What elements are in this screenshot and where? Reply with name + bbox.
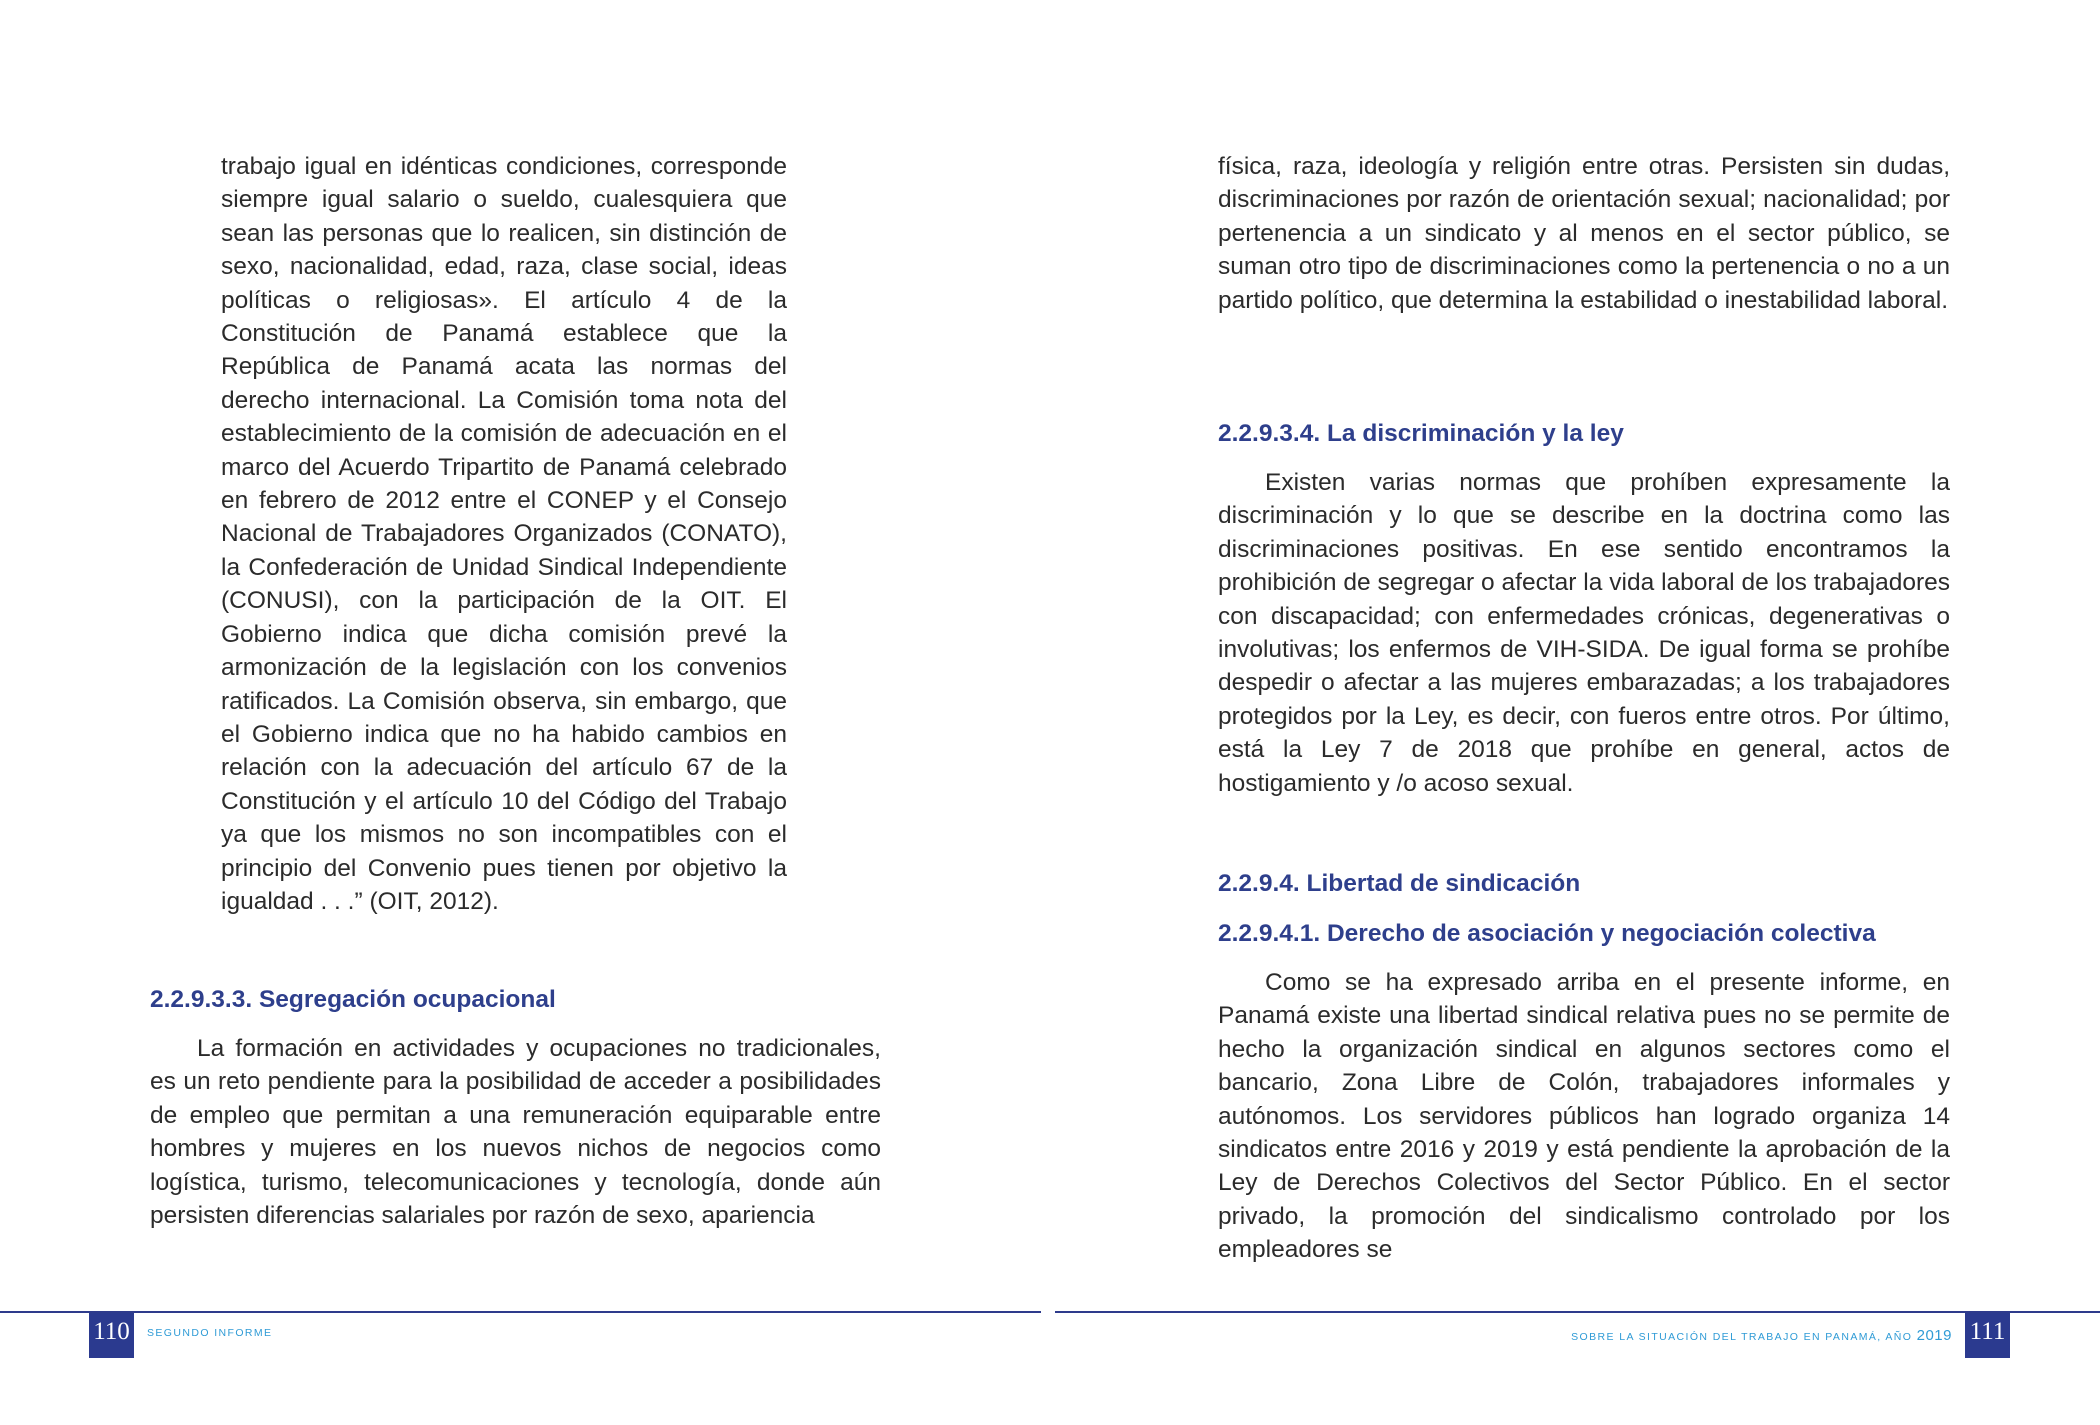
section-heading-derecho: 2.2.9.4.1. Derecho de asociación y negociación colectiva <box>1218 920 1876 947</box>
left-page <box>0 0 1045 1425</box>
section-heading-segregacion: 2.2.9.3.3. Segregación ocupacional <box>150 986 556 1013</box>
derecho-paragraph: Como se ha expresado arriba en el presente informe, en Panamá existe una libertad sindical relativa pues no se permite de hecho la organización sindical en algunos sectores como el bancario, Zona Libre de Colón, trabajadores informales y autónomos. Los servidores públicos han logrado organiza 14 sindicatos entre 2016 y 2019 y está pendiente la aprobación de la Ley de Derechos Colectivos del Sector Público. En el sector privado, la promoción del sindicalismo controlado por los empleadores se <box>1218 969 1950 1264</box>
footer-rule-left <box>0 1311 1041 1313</box>
continuation-paragraph: física, raza, ideología y religión entre otras. Persisten sin dudas, discriminaciones por razón de orientación sexual; nacionalidad; por pertenencia a un sindicato y al menos en el sector público, se suman otro tipo de discriminaciones como la pertenencia o no a un partido político, que determina la estabilidad o inestabilidad laboral. <box>1218 153 1950 314</box>
segregacion-paragraph: La formación en actividades y ocupaciones no tradicionales, es un reto pendiente para la posibilidad de acceder a posibilidades de empleo que permitan a una remuneración equiparable entre hombres y mujeres en los nuevos nichos de negocios como logística, turismo, telecomunicaciones y tecnología, donde aún persisten diferencias salariales por razón de sexo, apariencia <box>150 1035 881 1230</box>
running-title-text: SOBRE LA SITUACIÓN DEL TRABAJO EN PANAMÁ, AÑO <box>1571 1331 1913 1343</box>
footer-rule-right <box>1055 1311 2100 1313</box>
running-title-left: SEGUNDO INFORME <box>147 1327 273 1339</box>
section-heading-discriminacion: 2.2.9.3.4. La discriminación y la ley <box>1218 420 1624 447</box>
page-number-right: 111 <box>1965 1313 2010 1358</box>
running-title-right <box>1571 1327 1952 1344</box>
quote-paragraph: trabajo igual en idénticas condiciones, corresponde siempre igual salario o sueldo, cualesquiera que sean las personas que lo realicen, sin distinción de sexo, nacionalidad, edad, raza, clase social, ideas políticas o religiosas». El artículo 4 de la Constitución de Panamá establece que la República de Panamá acata las normas del derecho internacional. La Comisión toma nota del establecimiento de la comisión de adecuación en el marco del Acuerdo Tripartito de Panamá celebrado en febrero de 2012 entre el CONEP y el Consejo Nacional de Trabajadores Organizados (CONATO), la Confederación de Unidad Sindical Independiente (CONUSI), con la participación de la OIT. El Gobierno indica que dicha comisión prevé la armonización de la legislación con los convenios ratificados. La Comisión observa, sin embargo, que el Gobierno indica que no ha habido cambios en relación con la adecuación del artículo 67 de la Constitución y el artículo 10 del Código del Trabajo ya que los mismos no son incompatibles con el principio del Convenio pues tienen por objetivo la igualdad . . .” (OIT, 2012). <box>221 153 787 915</box>
discriminacion-paragraph: Existen varias normas que prohíben expresamente la discriminación y lo que se describe en la doctrina como las discriminaciones positivas. En ese sentido encontramos la prohibición de segregar o afectar la vida laboral de los trabajadores con discapacidad; con enfermedades crónicas, degenerativas o involutivas; los enfermos de VIH-SIDA. De igual forma se prohíbe despedir o afectar a las mujeres embarazadas; a los trabajadores protegidos por la Ley, es decir, con fueros entre otros. Por último, está la Ley 7 de 2018 que prohíbe en general, actos de hostigamiento y /o acoso sexual. <box>1218 469 1950 797</box>
right-page <box>1055 0 2100 1425</box>
page-number-left: 110 <box>89 1313 134 1358</box>
running-title-year: 2019 <box>1916 1327 1952 1344</box>
section-heading-libertad: 2.2.9.4. Libertad de sindicación <box>1218 870 1581 897</box>
